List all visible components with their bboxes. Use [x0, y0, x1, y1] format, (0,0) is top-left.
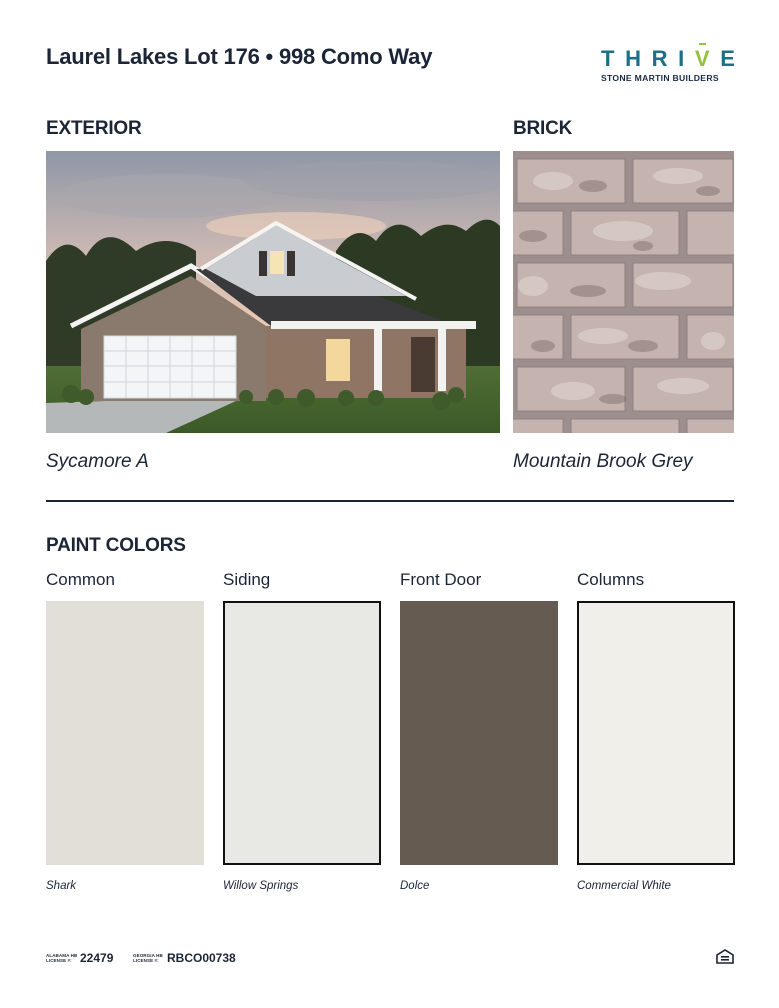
thrive-logo — [601, 46, 735, 83]
brick-sample-image — [513, 151, 734, 433]
swatch-name-commercial-white: Commercial White — [577, 880, 671, 892]
swatch-common — [46, 601, 204, 865]
logo-letter: R — [651, 46, 668, 71]
logo-letter: I — [678, 46, 685, 71]
logo-letter-v: V — [695, 46, 710, 72]
georgia-license-label: GEORGIA HB LICENSE #: — [133, 953, 163, 963]
page-title: Laurel Lakes Lot 176 • 998 Como Way — [46, 44, 433, 69]
alabama-license-number: 22479 — [80, 951, 114, 965]
swatch-name-willow-springs: Willow Springs — [223, 880, 299, 892]
brick-caption: Mountain Brook Grey — [513, 451, 693, 472]
section-divider — [46, 500, 734, 502]
alabama-license-label: ALABAMA HB LICENSE #: — [46, 953, 78, 963]
exterior-heading: EXTERIOR — [46, 118, 142, 139]
logo-subtitle: STONE MARTIN BUILDERS — [601, 73, 719, 83]
swatch-label-common: Common — [46, 570, 115, 589]
swatch-front-door — [400, 601, 558, 865]
logo-letter: H — [625, 46, 641, 71]
paint-colors-heading: PAINT COLORS — [46, 535, 186, 556]
exterior-house-image — [46, 151, 500, 433]
swatch-columns — [577, 601, 735, 865]
logo-letter: E — [720, 46, 735, 71]
swatch-label-front-door: Front Door — [400, 570, 482, 589]
swatch-label-columns: Columns — [577, 570, 645, 589]
brick-heading: BRICK — [513, 118, 573, 139]
swatch-siding — [223, 601, 381, 865]
logo-wordmark — [601, 46, 735, 72]
georgia-license-number: RBCO00738 — [167, 951, 236, 965]
logo-letter: T — [601, 46, 615, 71]
swatch-label-siding: Siding — [223, 570, 271, 589]
swatch-name-dolce: Dolce — [400, 880, 430, 892]
equal-housing-icon — [716, 949, 734, 964]
swatch-name-shark: Shark — [46, 880, 77, 892]
exterior-caption: Sycamore A — [46, 451, 149, 472]
